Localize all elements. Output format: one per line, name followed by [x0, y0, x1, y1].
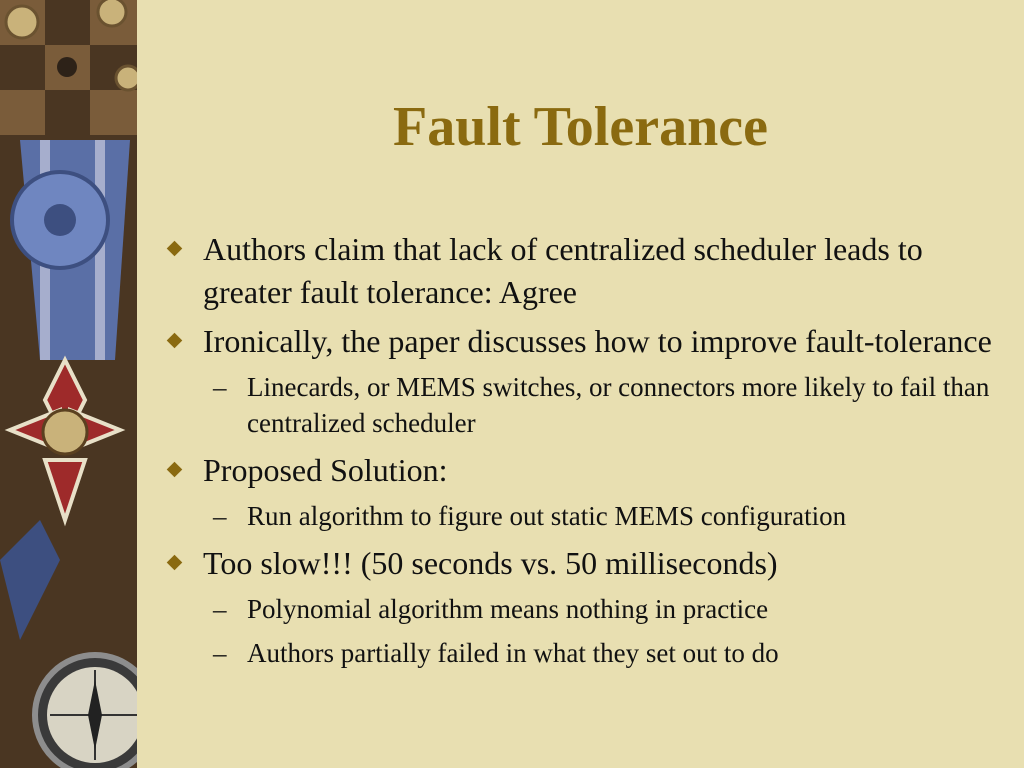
sub-bullet-text: Run algorithm to figure out static MEMS configuration — [247, 501, 847, 531]
bullet-text: Authors claim that lack of centralized scheduler leads to greater fault tolerance: Agree — [203, 231, 923, 310]
dash-bullet-icon: – — [213, 372, 227, 402]
bullet-text: Too slow!!! (50 seconds vs. 50 milliseconds) — [203, 545, 778, 581]
slide-title: Fault Tolerance — [393, 96, 768, 158]
sub-bullet-item — [165, 591, 995, 627]
sub-bullet-text: Authors partially failed in what they set out to do — [247, 638, 779, 668]
compass — [35, 655, 137, 768]
diamond-bullet-icon — [167, 462, 183, 478]
sub-bullet-text: Linecards, or MEMS switches, or connectors more likely to fail than centralized scheduler — [247, 372, 990, 438]
bullet-item — [165, 320, 995, 363]
diamond-bullet-icon — [167, 241, 183, 257]
sub-bullet-item — [165, 498, 995, 534]
sub-bullet-item — [165, 369, 995, 441]
bullet-item — [165, 228, 995, 314]
dash-bullet-icon: – — [213, 594, 227, 624]
diamond-bullet-icon — [167, 555, 183, 571]
sub-bullet-text: Polynomial algorithm means nothing in practice — [247, 594, 769, 624]
decorative-medal-image — [0, 0, 137, 768]
diamond-bullet-icon — [167, 333, 183, 349]
bullet-list — [165, 228, 995, 679]
bullet-item — [165, 449, 995, 492]
dash-bullet-icon: – — [213, 638, 227, 668]
bullet-text: Proposed Solution: — [203, 452, 448, 488]
dash-bullet-icon: – — [213, 501, 227, 531]
sub-bullet-item — [165, 635, 995, 671]
bullet-text: Ironically, the paper discusses how to improve fault-tolerance — [203, 323, 992, 359]
medal-collage-graphic — [0, 0, 137, 768]
bullet-item — [165, 542, 995, 585]
